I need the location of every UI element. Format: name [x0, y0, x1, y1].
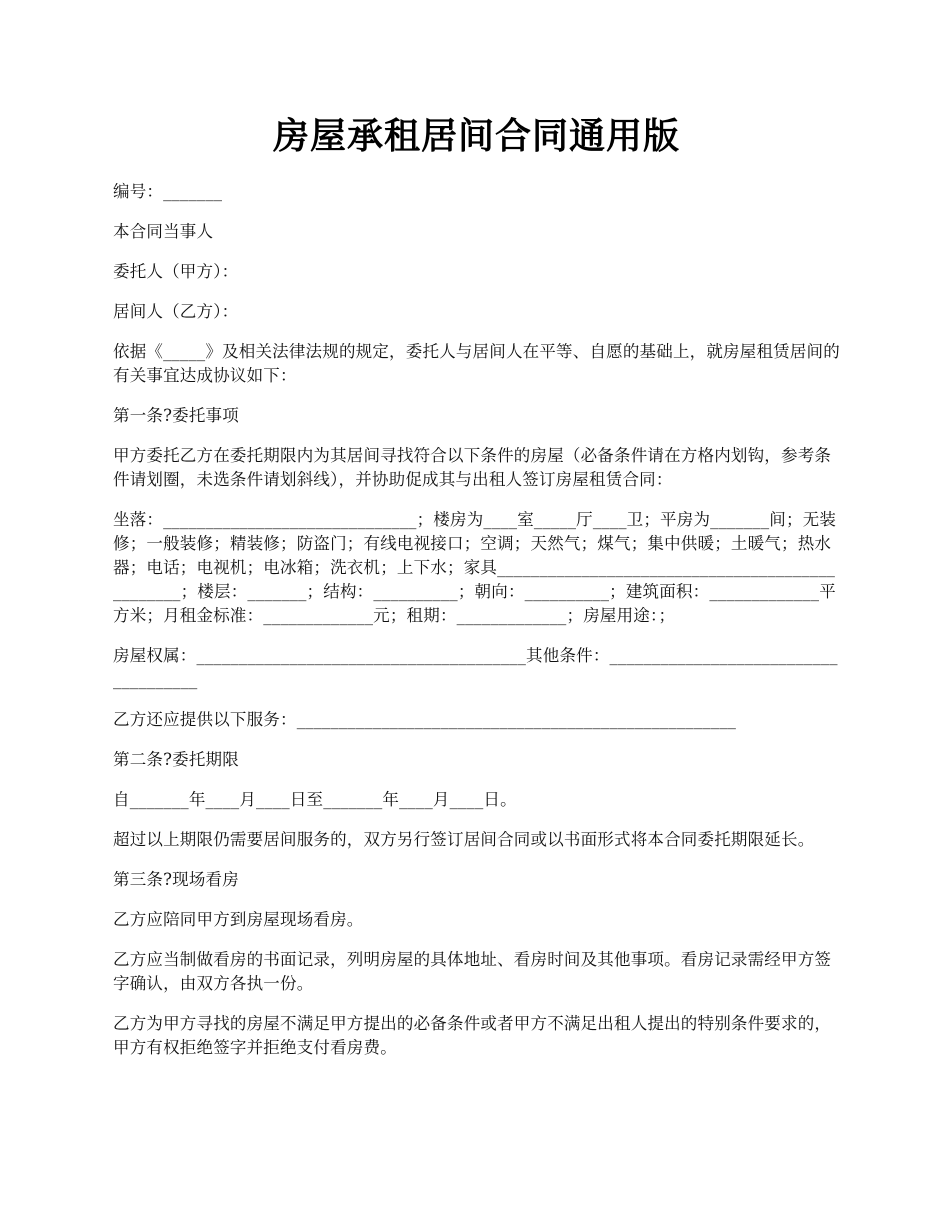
preamble-paragraph: 依据《_____》及相关法律法规的规定，委托人与居间人在平等、自愿的基础上，就房屋租赁居间的有关事宜达成协议如下： — [113, 342, 840, 385]
extra-services-line: 乙方还应提供以下服务：____________________________________________________ — [113, 710, 737, 729]
contract-number: 编号：_______ — [113, 182, 223, 201]
viewing-accompany-line: 乙方应陪同甲方到房屋现场看房。 — [113, 910, 364, 929]
property-conditions-paragraph: 坐落：______________________________；楼房为____室_____厅____卫；平房为_______间；无装修；一般装修；精装修；防盗门；有线电视接口；空调；天然气；煤气；集中供暖；土暖气；热水器；电话；电视机；电冰箱；洗衣机；上下水；家具________________________________________________；楼层：_______；结构：__________；朝向：__________；建筑面积：_____________平方米；月租金标准：_____________元；租期：_____________；房屋用途：； — [113, 510, 837, 625]
party-a-line: 委托人（甲方）： — [113, 262, 239, 281]
article-2-heading: 第二条?委托期限 — [113, 750, 239, 769]
article-1-heading: 第一条?委托事项 — [113, 406, 239, 425]
term-dates-line: 自_______年____月____日至_______年____月____日。 — [113, 790, 517, 809]
article-3-heading: 第三条?现场看房 — [113, 870, 239, 889]
party-b-line: 居间人（乙方）： — [113, 302, 239, 321]
article-1-intro: 甲方委托乙方在委托期限内为其居间寻找符合以下条件的房屋（必备条件请在方格内划钩，参考条件请划圈，未选条件请划斜线），并协助促成其与出租人签订房屋租赁合同： — [113, 446, 832, 489]
viewing-record-paragraph: 乙方应当制做看房的书面记录，列明房屋的具体地址、看房时间及其他事项。看房记录需经甲方签字确认，由双方各执一份。 — [113, 950, 832, 993]
parties-heading: 本合同当事人 — [113, 222, 214, 241]
term-extension-paragraph: 超过以上期限仍需要居间服务的，双方另行签订居间合同或以书面形式将本合同委托期限延长。 — [113, 830, 815, 849]
document-title: 房屋承租居间合同通用版 — [272, 115, 680, 157]
viewing-refusal-paragraph: 乙方为甲方寻找的房屋不满足甲方提出的必备条件或者甲方不满足出租人提出的特别条件要求的，甲方有权拒绝签字并拒绝支付看房费。 — [113, 1014, 832, 1057]
ownership-paragraph: 房屋权属：_______________________________________其他条件：_____________________________________ — [113, 646, 838, 689]
contract-page — [113, 0, 840, 1060]
